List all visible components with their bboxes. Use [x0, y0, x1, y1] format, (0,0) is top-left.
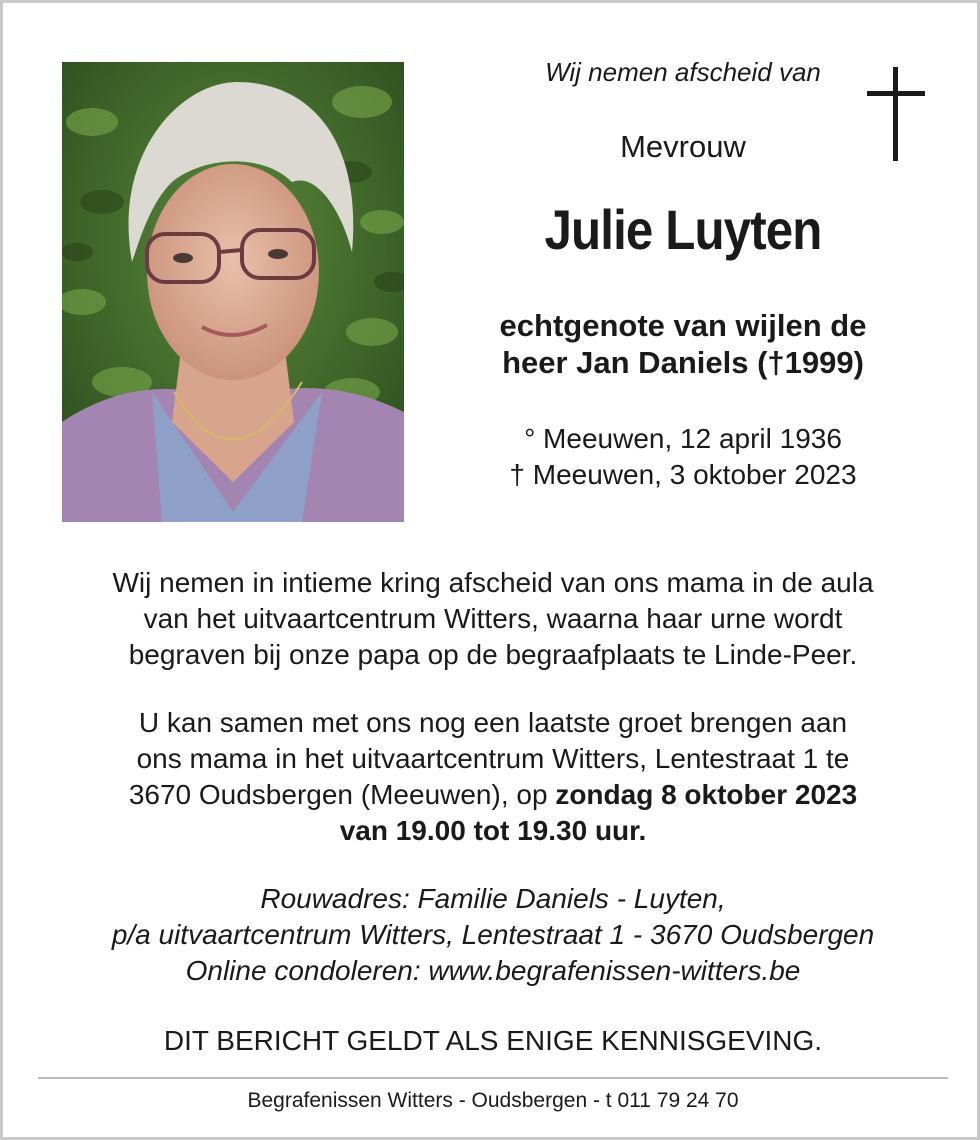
- paragraph-line: Wij nemen in intieme kring afscheid van ons mama in de aula: [112, 567, 874, 598]
- mourning-address: [43, 881, 943, 989]
- paragraph-line: U kan samen met ons nog een laatste groet brengen aan: [138, 707, 848, 738]
- paragraph-line: van het uitvaartcentrum Witters, waarna haar urne wordt: [143, 603, 843, 634]
- visitation-location: 3670 Oudsbergen (Meeuwen), op: [128, 779, 556, 810]
- death-date: † Meeuwen, 3 oktober 2023: [509, 459, 857, 490]
- spouse-line: heer Jan Daniels (†1999): [502, 345, 864, 380]
- intro-text: Wij nemen afscheid van: [545, 57, 821, 87]
- paragraph-line: [43, 777, 943, 813]
- address-line: p/a uitvaartcentrum Witters, Lentestraat 1 - 3670 Oudsbergen: [111, 919, 875, 950]
- visitation-time: van 19.00 tot 19.30 uur.: [339, 815, 647, 846]
- spouse-line: echtgenote van wijlen de: [499, 308, 867, 343]
- birth-date: ° Meeuwen, 12 april 1936: [524, 423, 842, 454]
- condolence-link[interactable]: Online condoleren: www.begrafenissen-witters.be: [185, 955, 801, 986]
- visitation-paragraph: [43, 705, 943, 849]
- deceased-name: Julie Luyten: [544, 198, 822, 261]
- paragraph-line: ons mama in het uitvaartcentrum Witters, Lentestraat 1 te: [136, 743, 850, 774]
- address-line: Rouwadres: Familie Daniels - Luyten,: [260, 883, 726, 914]
- ceremony-paragraph: [43, 565, 943, 673]
- spouse-info: [423, 307, 943, 381]
- visitation-date: zondag 8 oktober 2023: [555, 779, 858, 810]
- paragraph-line: begraven bij onze papa op de begraafplaats te Linde-Peer.: [128, 639, 858, 670]
- footer-text: Begrafenissen Witters - Oudsbergen - t 011 79 24 70: [247, 1089, 739, 1112]
- life-dates: [423, 421, 943, 493]
- divider: [38, 1077, 948, 1079]
- honorific: Mevrouw: [620, 129, 746, 164]
- notice-text: DIT BERICHT GELDT ALS ENIGE KENNISGEVING.: [163, 1025, 823, 1056]
- portrait-photo: [62, 62, 404, 522]
- paragraph-line: [43, 813, 943, 849]
